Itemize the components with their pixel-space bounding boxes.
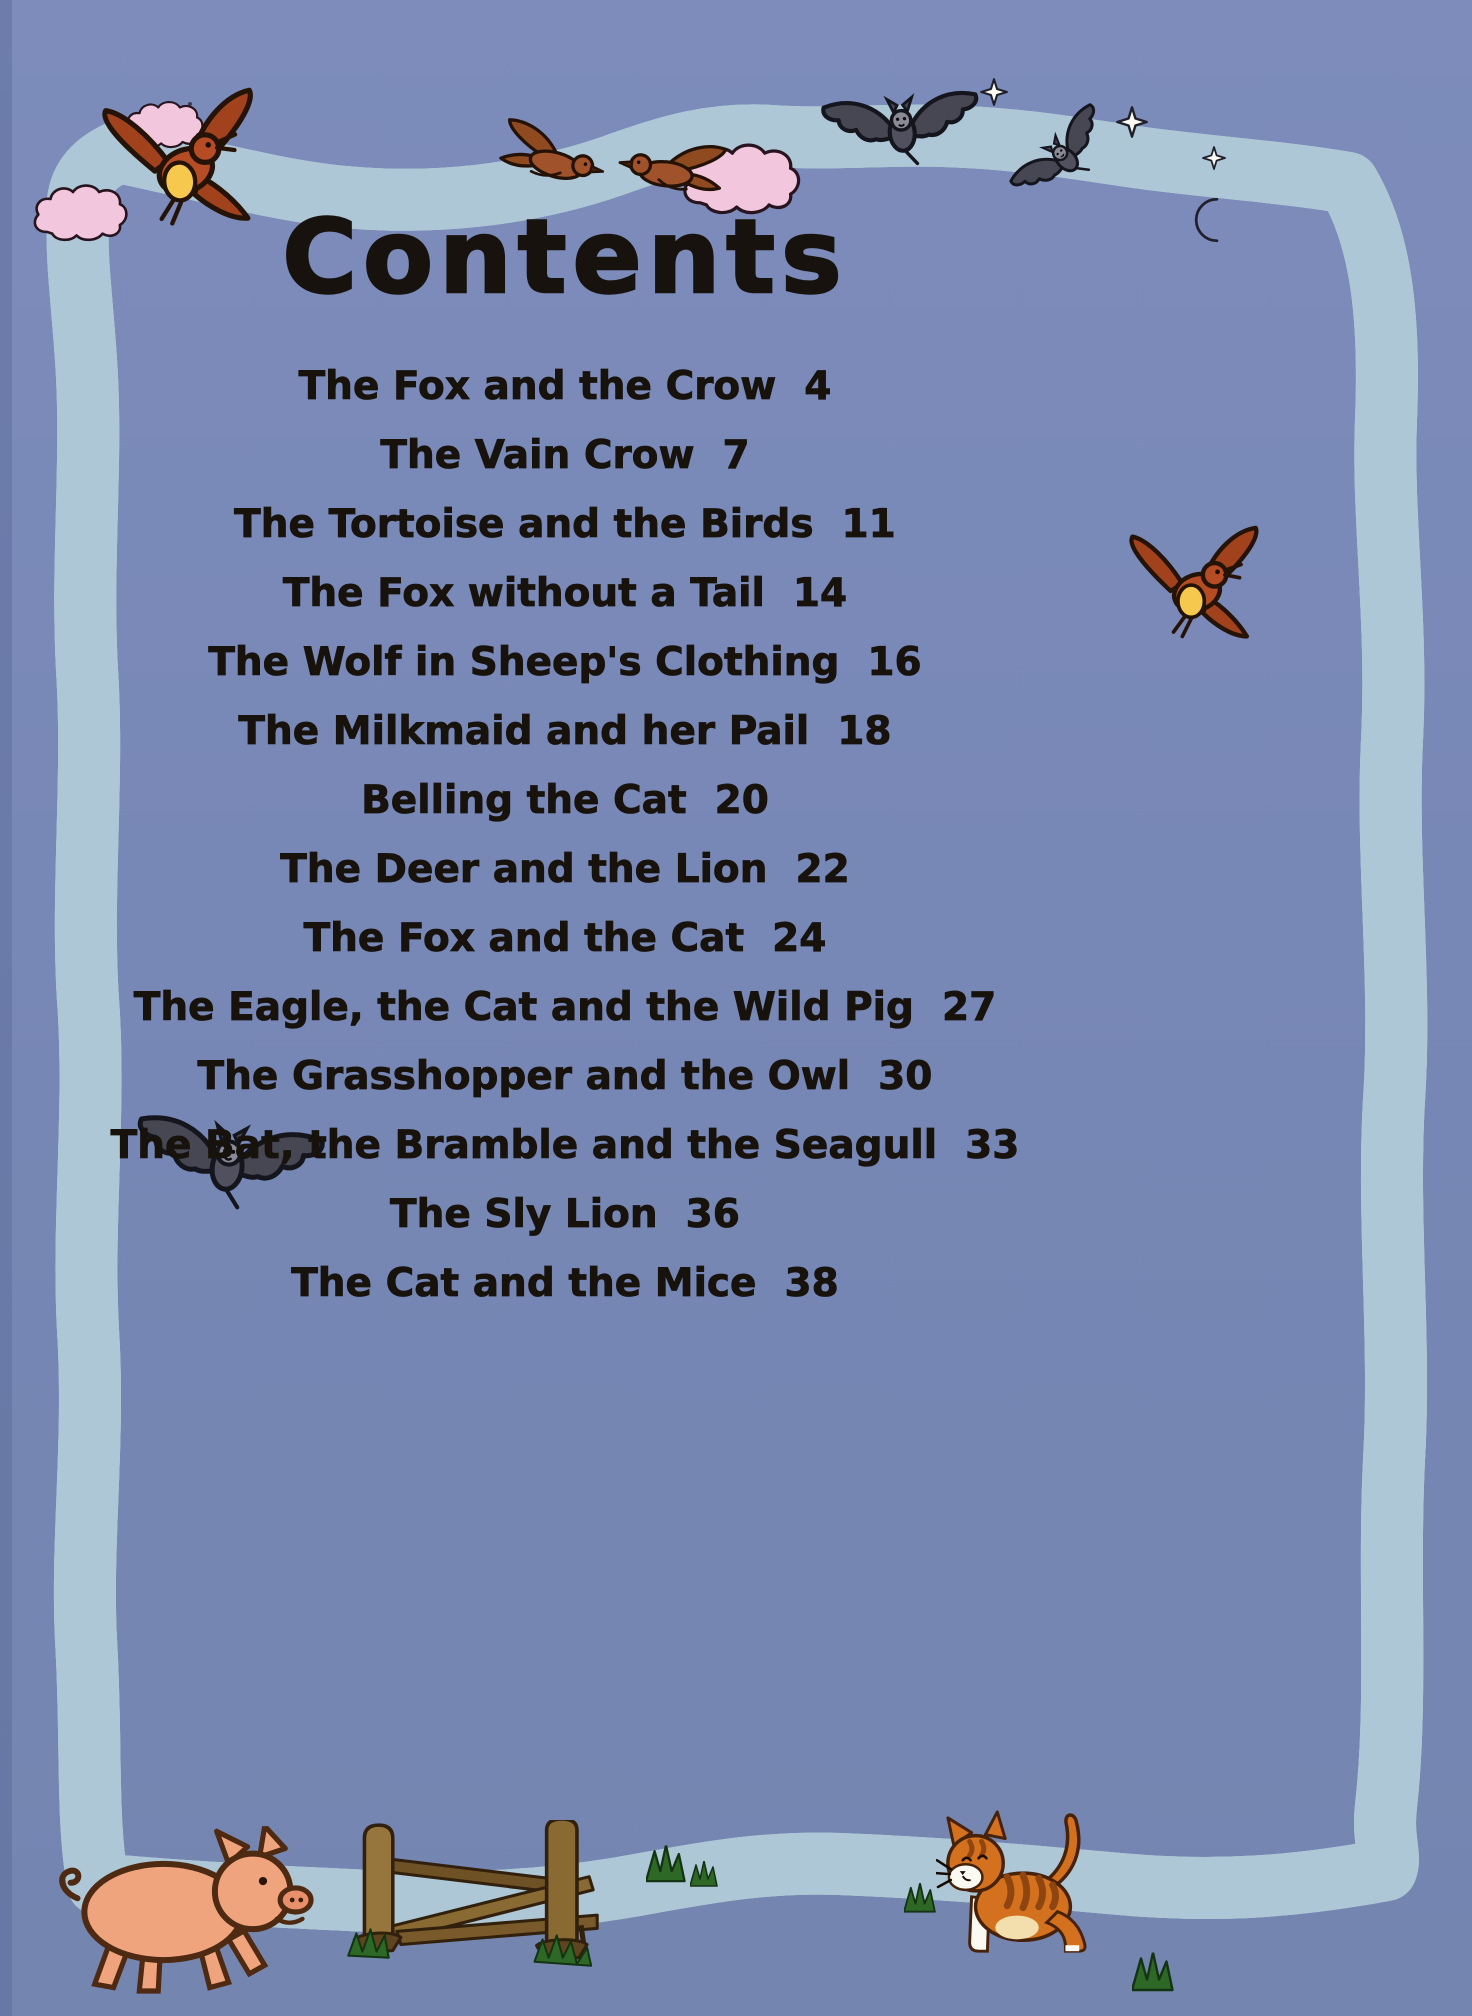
grass-icon [690, 1858, 718, 1890]
star-icon [1116, 106, 1148, 138]
story-page-number: 7 [722, 433, 750, 478]
toc-row [60, 973, 1070, 1042]
toc-row [60, 1111, 1070, 1180]
toc-row [60, 904, 1070, 973]
page-title: Contents [282, 198, 848, 317]
toc-row [60, 1249, 1070, 1318]
story-page-number: 20 [714, 778, 769, 823]
toc-row [60, 697, 1070, 766]
story-title: The Deer and the Lion [280, 847, 768, 892]
story-title: The Fox and the Cat [303, 916, 745, 961]
story-title: Belling the Cat [361, 778, 687, 823]
story-title: The Tortoise and the Birds [234, 502, 814, 547]
bird-icon [1122, 522, 1272, 654]
story-title: The Vain Crow [380, 433, 695, 478]
table-of-contents [60, 352, 1070, 1318]
story-page-number: 27 [941, 985, 997, 1030]
story-title: The Eagle, the Cat and the Wild Pig [133, 985, 914, 1030]
toc-row [60, 1042, 1070, 1111]
cat-icon [936, 1802, 1104, 1965]
story-title: The Grasshopper and the Owl [197, 1054, 851, 1099]
story-title: The Fox and the Crow [298, 364, 777, 409]
story-page-number: 14 [792, 571, 848, 616]
toc-row [60, 352, 1070, 421]
star-icon [980, 78, 1008, 106]
story-title: The Wolf in Sheep's Clothing [208, 640, 840, 685]
toc-row [60, 1180, 1070, 1249]
grass-icon [646, 1840, 686, 1888]
story-page-number: 22 [795, 847, 850, 892]
story-page-number: 38 [784, 1261, 839, 1306]
bat-icon [808, 72, 996, 187]
story-page-number: 11 [841, 502, 896, 547]
story-page-number: 16 [867, 640, 922, 685]
story-page-number: 24 [772, 916, 827, 961]
pig-icon [50, 1826, 342, 1998]
story-page-number: 18 [837, 709, 892, 754]
toc-row [60, 835, 1070, 904]
grass-icon [904, 1880, 936, 1916]
story-page-number: 36 [685, 1192, 740, 1237]
story-page-number: 30 [878, 1054, 933, 1099]
story-title: The Bat, the Bramble and the Seagull [110, 1123, 938, 1168]
story-title: The Fox without a Tail [282, 571, 765, 616]
story-title: The Sly Lion [390, 1192, 658, 1237]
moon-icon [1184, 196, 1228, 244]
toc-row [60, 421, 1070, 490]
toc-row [60, 766, 1070, 835]
story-page-number: 4 [804, 364, 832, 409]
story-page-number: 33 [965, 1123, 1020, 1168]
story-title: The Milkmaid and her Pail [238, 709, 810, 754]
grass-icon [1132, 1950, 1174, 1994]
toc-row [60, 628, 1070, 697]
toc-row [60, 490, 1070, 559]
star-icon [1202, 146, 1226, 170]
story-title: The Cat and the Mice [291, 1261, 757, 1306]
fence-icon [328, 1820, 662, 1982]
toc-row [60, 559, 1070, 628]
